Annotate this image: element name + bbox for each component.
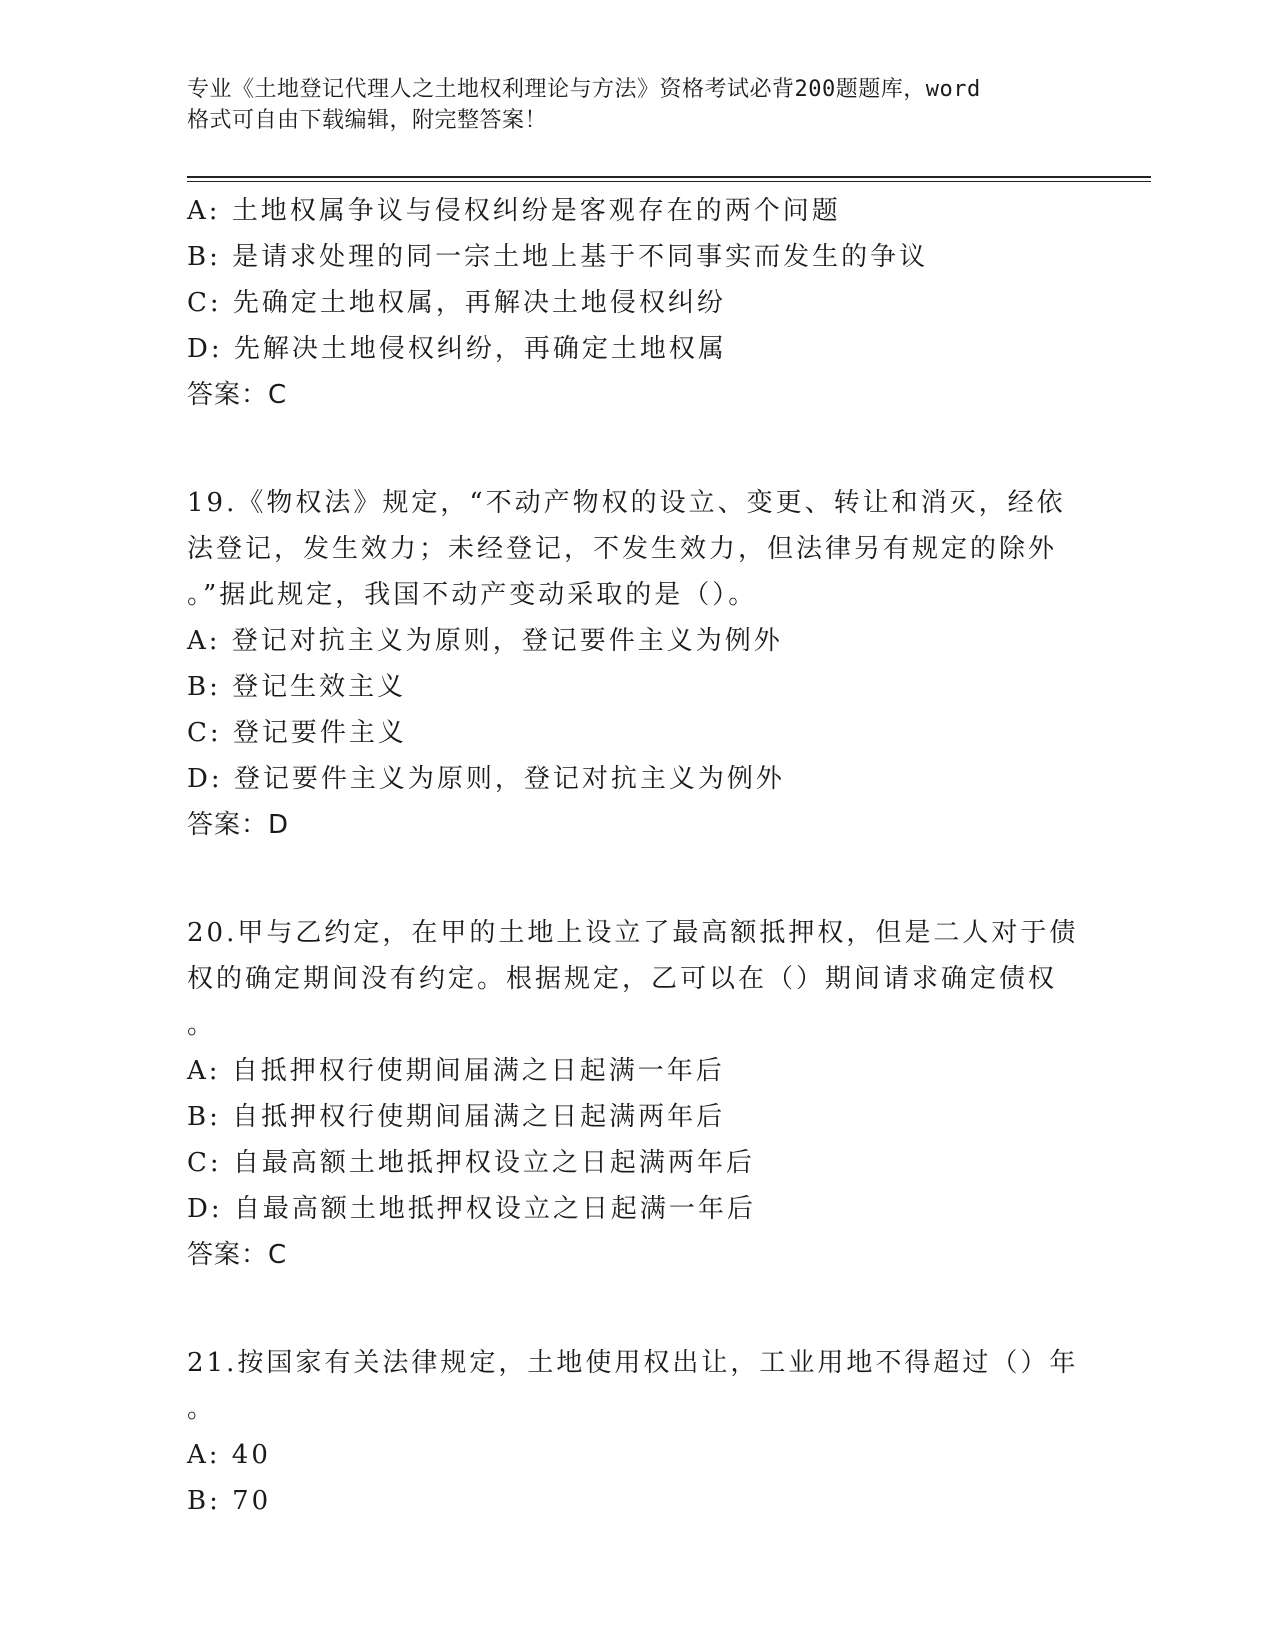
answer: 答案：D	[187, 810, 290, 840]
stem-line: 19.《物权法》规定，“不动产物权的设立、变更、转让和消灭，经依	[187, 488, 1066, 518]
question-18	[187, 188, 1087, 418]
option-c: C: 登记要件主义	[187, 718, 407, 748]
option-d: D: 登记要件主义为原则，登记对抗主义为例外	[187, 764, 785, 794]
answer: 答案：C	[187, 1240, 288, 1270]
question-stem	[187, 480, 1087, 618]
stem-line: 权的确定期间没有约定。根据规定，乙可以在（）期间请求确定债权	[187, 964, 1058, 994]
option-b: B: 自抵押权行使期间届满之日起满两年后	[187, 1102, 726, 1132]
header-divider-thick	[187, 176, 1151, 178]
answer: 答案：C	[187, 380, 288, 410]
header-line-1: 专业《土地登记代理人之土地权利理论与方法》资格考试必背200题题库，word	[187, 77, 981, 102]
stem-line: 。	[187, 1010, 217, 1040]
stem-line: 20.甲与乙约定，在甲的土地上设立了最高额抵押权，但是二人对于债	[187, 918, 1079, 948]
option-c: C: 自最高额土地抵押权设立之日起满两年后	[187, 1148, 755, 1178]
option-a: A: 登记对抗主义为原则，登记要件主义为例外	[187, 626, 783, 656]
spacer	[187, 418, 1087, 464]
stem-line: 21.按国家有关法律规定，土地使用权出让，工业用地不得超过（）年	[187, 1348, 1079, 1378]
spacer	[187, 1278, 1087, 1324]
option-a: A: 土地权属争议与侵权纠纷是客观存在的两个问题	[187, 196, 841, 226]
question-stem	[187, 1340, 1087, 1432]
question-20	[187, 910, 1087, 1278]
stem-line: 。	[187, 1394, 217, 1424]
option-b: B: 登记生效主义	[187, 672, 407, 702]
question-21	[187, 1340, 1087, 1524]
stem-line: 法登记，发生效力；未经登记，不发生效力，但法律另有规定的除外	[187, 534, 1058, 564]
option-d: D: 自最高额土地抵押权设立之日起满一年后	[187, 1194, 756, 1224]
option-b: B: 70	[187, 1486, 272, 1516]
question-stem	[187, 910, 1087, 1048]
header-divider-thin	[187, 181, 1151, 182]
option-a: A: 40	[187, 1440, 271, 1470]
option-a: A: 自抵押权行使期间届满之日起满一年后	[187, 1056, 725, 1086]
header-line-2: 格式可自由下载编辑，附完整答案！	[187, 108, 548, 133]
option-c: C: 先确定土地权属，再解决土地侵权纠纷	[187, 288, 726, 318]
question-19	[187, 480, 1087, 848]
spacer	[187, 848, 1087, 894]
document-header	[187, 74, 1087, 136]
option-b: B: 是请求处理的同一宗土地上基于不同事实而发生的争议	[187, 242, 929, 272]
option-d: D: 先解决土地侵权纠纷，再确定土地权属	[187, 334, 727, 364]
question-content	[187, 188, 1087, 1524]
stem-line: 。”据此规定，我国不动产变动采取的是（）。	[187, 580, 758, 610]
